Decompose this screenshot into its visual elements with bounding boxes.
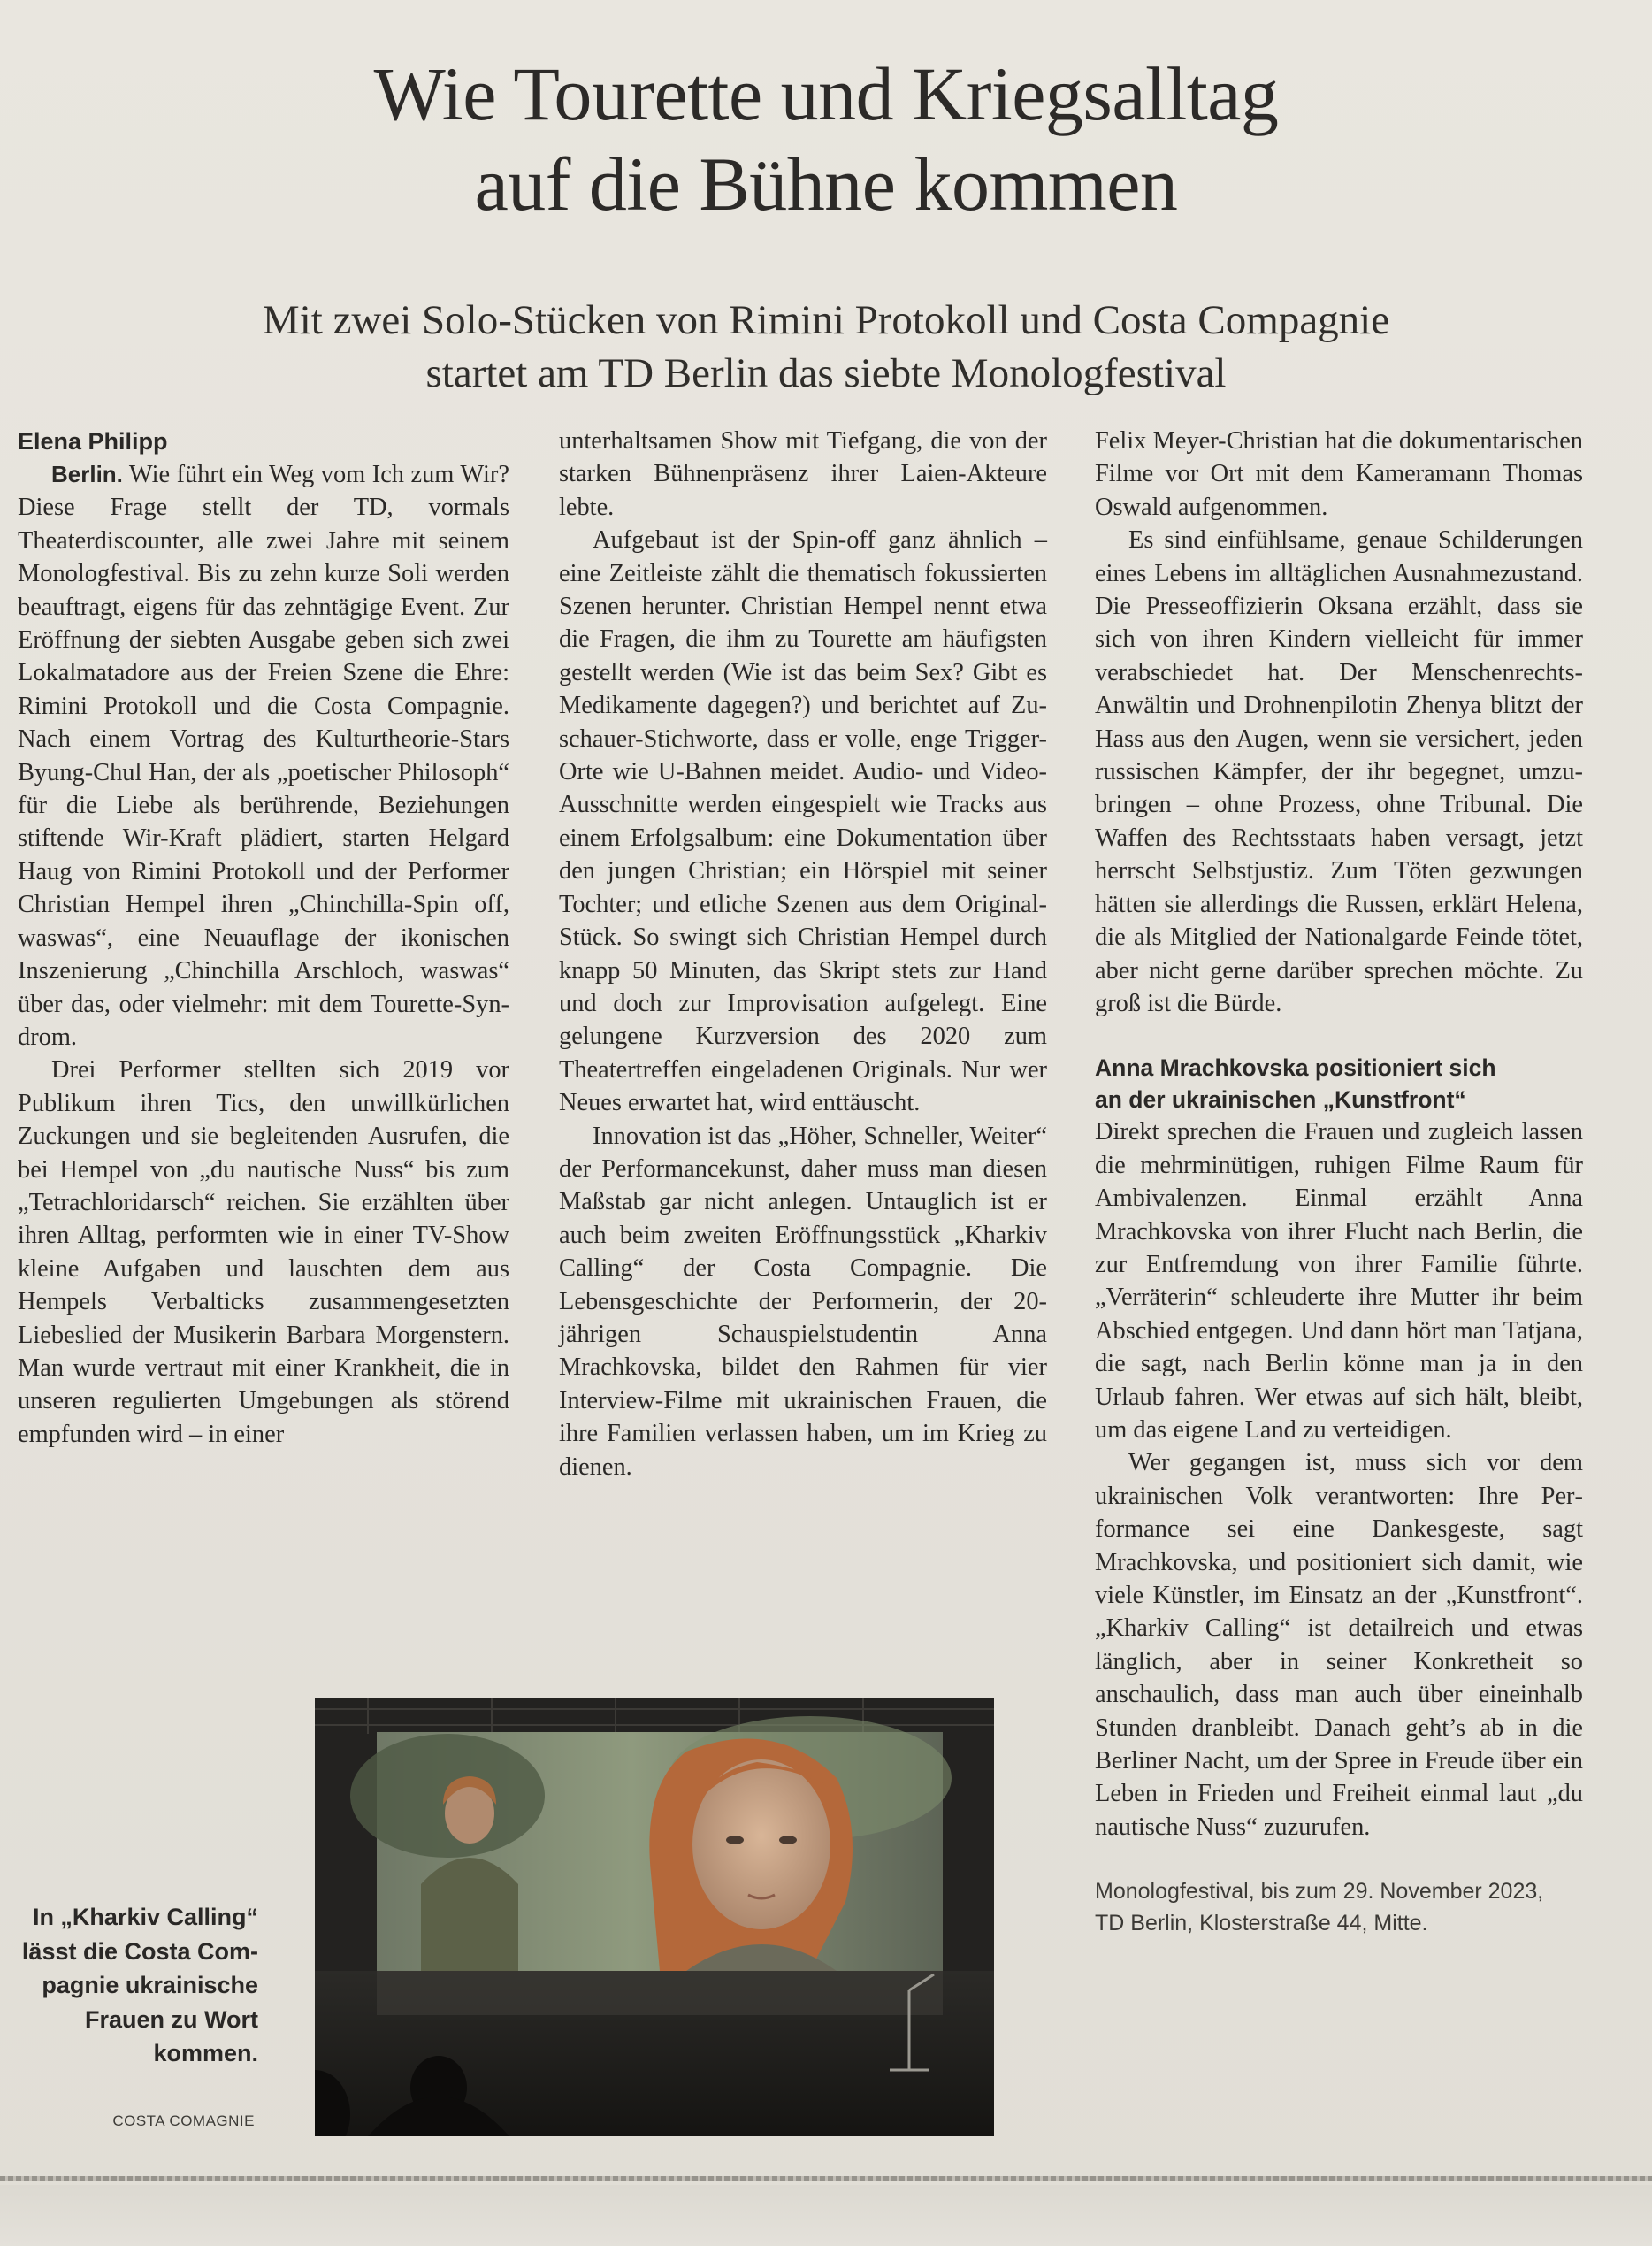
paragraph: Aufgebaut ist der Spin-off ganz ähnlich – eine Zeitleiste zählt die thematisch fokussierten Szenen herunter. Christian Hempel nennt etwa die Fragen, die ihm zu Tourette am häufigsten gestellt werden (Wie ist das beim Sex? Gibt es Medikamente dagegen?) und berichtet auf Zuschauer-Stichworte, dass er volle, enge Trigger-Orte wie U-Bahnen meidet. Audio- und Video-Ausschnitte werden eingespielt wie Tracks aus einem Erfolgsalbum: eine Dokumentation über den jungen Christian; ein Hörspiel mit seiner Tochter; und etliche Szenen aus dem Original-Stück. So swingt sich Christian Hempel durch knapp 50 Minuten, das Skript stets zur Hand und doch zur Improvisation aufgelegt. Eine gelungene Kurzversion des 2020 zum Theatertreffen eingeladenen Originals. Nur wer Neues erwartet hat, wird enttäuscht.	[559, 526, 1047, 1117]
photo-caption: In „Kharkiv Calling“ lässt die Costa Compagnie ukrainische Frauen zu Wort kommen.	[21, 1904, 258, 2066]
article-column-1	[18, 425, 509, 1451]
article-column-2	[559, 425, 1047, 1483]
dateline: Berlin.	[51, 461, 123, 487]
paragraph: unterhaltsamen Show mit Tiefgang, die von der starken Bühnenpräsenz ihrer Laien-Akteure lebte.	[559, 427, 1047, 521]
paragraph: Drei Performer stellten sich 2019 vor Publikum ihren Tics, den unwillkürlichen Zuckungen und sie begleitenden Ausrufen, die bei Hempel von „du nautische Nuss“ bis zum „Tetrachloridarsch“ reichen. Sie erzählten über ihren Alltag, performten wie in einer TV-Show kleine Aufgaben und lauschten dem aus Hempels Verbalticks zusammengesetzten Liebeslied der Musikerin Barbara Morgenstern. Man wurde vertraut mit einer Krankheit, die in unseren regulierten Umgebungen als störend empfunden wird – in einer	[18, 1056, 509, 1448]
headline-line-2: auf die Bühne kommen	[474, 142, 1178, 226]
subheadline-line-2: startet am TD Berlin das siebte Monologfestival	[425, 350, 1227, 396]
event-info-line-1: Monologfestival, bis zum 29. November 2023,	[1095, 1879, 1544, 1905]
subheadline	[0, 294, 1652, 400]
page-fold	[0, 2185, 1652, 2246]
author-byline: Elena Philipp	[18, 428, 168, 455]
paragraph	[18, 458, 509, 1054]
paragraph: Es sind einfühlsame, genaue Schilderungen eines Lebens im alltäglichen Ausnahmezustand. Die Presseoffizierin Oksana erzählt, dass sie sich von ihren Kindern vielleicht für immer verabschiedet hat. Der Menschenrechts-Anwältin und Drohnenpilotin Zhenya blitzt der Hass aus den Augen, wenn sie versichert, jeden russischen Kämpfer, der ihr begegnet, umzubringen – ohne Prozess, ohne Tribunal. Die Waffen des Rechtsstaats haben versagt, jetzt herrscht Selbstjustiz. Zum Töten gezwungen hätten sie allerdings die Russen, erklärt Helena, die als Mitglied der Nationalgarde Feinde tötet, aber nicht gerne darüber sprechen möchte. Zu groß ist die Bürde.	[1095, 526, 1583, 1017]
stage-photo-illustration	[315, 1698, 994, 2136]
photo-credit: COSTA COMAGNIE	[112, 2112, 255, 2129]
event-info	[1095, 1875, 1583, 1939]
paragraph: Wer gegangen ist, muss sich vor dem ukrainischen Volk verantworten: Ihre Performance sei eine Dankesgeste, sagt Mrachkovska, und positioniert sich damit, wie viele Künstler, im Einsatz an der „Kunstfront“. „Kharkiv Calling“ ist detailreich und etwas länglich, aber in seiner Konkretheit so anschaulich, dass man auch über eineinhalb Stunden dranbleibt. Danach geht’s ab in die Berliner Nacht, um der Spree in Freude über ein Leben in Frieden und Freiheit einmal laut „du nautische Nuss“ zuzurufen.	[1095, 1449, 1583, 1841]
stage-photo	[315, 1698, 994, 2136]
paragraph: Direkt sprechen die Frauen und zugleich lassen die mehrminütigen, ruhigen Filme Raum für Ambivalenzen. Einmal erzählt Anna Mrachkovska von ihrer Flucht nach Berlin, die zur Entfremdung von ihrer Familie führte. „Verräterin“ schleuderte ihre Mutter ihr beim Abschied entgegen. Und dann hört man Tatjana, die sagt, nach Berlin könne man ja in den Urlaub fahren. Wer etwas auf sich hält, bleibt, um das eigene Land zu verteidigen.	[1095, 1118, 1583, 1444]
paragraph-text: Wie führt ein Weg vom Ich zum Wir? Diese Frage stellt der TD, vormals Theaterdiscounter, alle zwei Jahre mit seinem Monologfestival. Bis zu zehn kurze Soli werden beauftragt, eigens für das zehntägige Event. Zur Eröffnung der siebten Ausgabe geben sich zwei Lokalmatadore aus der Freien Szene die Ehre: Rimini Protokoll und die Costa Compagnie. Nach einem Vortrag des Kulturtheorie-Stars Byung-Chul Han, der als „poetischer Philosoph“ für die Liebe als berührende, Beziehungen stiftende Wir-Kraft plädiert, starten Helgard Haug von Rimini Protokoll und der Performer Christian Hempel ihren „Chinchilla-Spin off, waswas“, eine Neuauflage der ikonischen Inszenierung „Chinchilla Arschloch, waswas“ über das, oder vielmehr: mit dem Tourette-Syndrom.	[18, 461, 509, 1051]
paragraph: Innovation ist das „Höher, Schneller, Weiter“ der Performancekunst, daher muss man diesen Maßstab gar nicht anlegen. Untauglich ist er auch beim zweiten Eröffnungsstück „Kharkiv Calling“ der Costa Compagnie. Die Lebensgeschichte der Performerin, der 20-jährigen Schauspielstudentin Anna Mrachkovska, bildet den Rahmen für vier Interview-Filme mit ukrainischen Frauen, die ihre Familien verlassen haben, um im Krieg zu dienen.	[559, 1122, 1047, 1481]
event-info-line-2: TD Berlin, Klosterstraße 44, Mitte.	[1095, 1911, 1428, 1936]
section-subheading	[1095, 1052, 1583, 1115]
article-column-3	[1095, 425, 1583, 1939]
subheading-line-2: an der ukrainischen „Kunstfront“	[1095, 1086, 1466, 1114]
subheading-line-1: Anna Mrachkovska positioniert sich	[1095, 1054, 1496, 1082]
paragraph: Felix Meyer-Christian hat die dokumentarischen Filme vor Ort mit dem Kameramann Thomas Oswald aufgenommen.	[1095, 427, 1583, 521]
headline-line-1: Wie Tourette und Kriegsalltag	[373, 51, 1279, 136]
subheadline-line-1: Mit zwei Solo-Stücken von Rimini Protokoll und Costa Compagnie	[262, 297, 1390, 343]
page-divider	[0, 2176, 1652, 2181]
headline	[0, 49, 1652, 229]
